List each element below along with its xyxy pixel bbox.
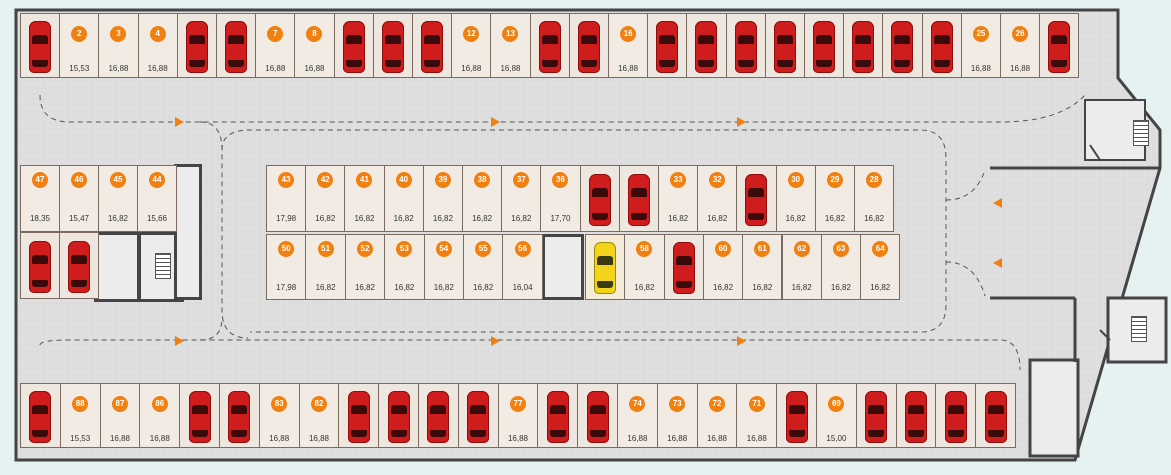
parking-spot-occupied[interactable] xyxy=(726,13,766,78)
spot-area-label: 16,88 xyxy=(746,434,767,443)
parking-spot-occupied[interactable] xyxy=(20,13,60,78)
spot-area-label: 16,88 xyxy=(500,64,521,73)
spot-number-badge: 41 xyxy=(356,172,372,188)
direction-arrow-icon xyxy=(737,117,746,127)
spot-area-label: 18,35 xyxy=(29,214,51,223)
parking-spot-69[interactable] xyxy=(816,383,857,448)
parking-spot-occupied[interactable] xyxy=(804,13,844,78)
car-icon xyxy=(578,21,600,73)
car-icon xyxy=(813,21,835,73)
parking-spot-occupied[interactable] xyxy=(418,383,459,448)
spot-number-badge: 16 xyxy=(620,26,636,42)
parking-spot-58[interactable] xyxy=(624,234,664,300)
spot-number-badge: 45 xyxy=(110,172,126,188)
spot-area-label: 16,82 xyxy=(315,283,336,292)
direction-arrow-icon xyxy=(737,336,746,346)
parking-spot-occupied[interactable] xyxy=(882,13,922,78)
direction-arrow-icon xyxy=(993,258,1002,268)
spot-area-label: 17,70 xyxy=(550,214,571,223)
parking-spot-83[interactable] xyxy=(259,383,300,448)
parking-spot-occupied[interactable] xyxy=(216,13,256,78)
parking-spot-occupied[interactable] xyxy=(664,234,704,300)
parking-spot-38[interactable] xyxy=(462,165,502,232)
parking-spot-41[interactable] xyxy=(344,165,384,232)
car-icon xyxy=(29,21,51,73)
spot-number-badge: 38 xyxy=(474,172,490,188)
car-icon xyxy=(189,391,211,443)
spot-area-label: 16,88 xyxy=(265,64,286,73)
car-icon xyxy=(735,21,757,73)
stairs-icon xyxy=(1133,120,1149,146)
parking-spot-88[interactable] xyxy=(60,383,101,448)
spot-number-badge: 37 xyxy=(513,172,529,188)
spot-number-badge: 47 xyxy=(32,172,48,188)
spot-number-badge: 58 xyxy=(636,241,652,257)
spot-area-label: 16,82 xyxy=(752,283,773,292)
spot-number-badge: 44 xyxy=(149,172,165,188)
direction-arrow-icon xyxy=(175,117,184,127)
parking-spot-occupied[interactable] xyxy=(619,165,659,232)
parking-spot-77[interactable] xyxy=(498,383,539,448)
parking-spot-51[interactable] xyxy=(305,234,345,300)
parking-spot-46[interactable] xyxy=(59,165,99,232)
spot-area-label: 16,88 xyxy=(1010,64,1031,73)
spot-number-badge: 42 xyxy=(317,172,333,188)
car-icon xyxy=(589,174,611,226)
parking-spot-73[interactable] xyxy=(657,383,698,448)
spot-number-badge: 51 xyxy=(318,241,334,257)
parking-spot-occupied[interactable] xyxy=(20,383,61,448)
parking-spot-86[interactable] xyxy=(139,383,180,448)
parking-spot-7[interactable] xyxy=(255,13,295,78)
parking-spot-61[interactable] xyxy=(742,234,782,300)
spot-area-label: 16,82 xyxy=(511,214,532,223)
parking-spot-occupied[interactable] xyxy=(569,13,609,78)
parking-spot-occupied[interactable] xyxy=(580,165,620,232)
spot-area-label: 16,88 xyxy=(149,434,170,443)
spot-number-badge: 77 xyxy=(510,396,526,412)
stairs-icon xyxy=(1131,316,1147,342)
car-icon xyxy=(891,21,913,73)
spot-number-badge: 53 xyxy=(396,241,412,257)
parking-spot-71[interactable] xyxy=(736,383,777,448)
spot-number-badge: 60 xyxy=(715,241,731,257)
parking-spot-50[interactable] xyxy=(266,234,306,300)
parking-spot-74[interactable] xyxy=(617,383,658,448)
parking-spot-56[interactable] xyxy=(502,234,542,300)
spot-number-badge: 54 xyxy=(436,241,452,257)
spot-area-label: 16,88 xyxy=(269,434,290,443)
direction-arrow-icon xyxy=(175,336,184,346)
spot-area-label: 16,88 xyxy=(147,64,168,73)
spot-area-label: 16,88 xyxy=(667,434,688,443)
parking-spot-occupied[interactable] xyxy=(179,383,220,448)
parking-spot-45[interactable] xyxy=(98,165,138,232)
spot-number-badge: 33 xyxy=(670,172,686,188)
spot-number-badge: 86 xyxy=(152,396,168,412)
selected-car-icon xyxy=(594,242,616,294)
spot-area-label: 16,88 xyxy=(308,434,329,443)
stairs-icon xyxy=(155,253,171,279)
spot-area-label: 16,88 xyxy=(461,64,482,73)
spot-area-label: 16,88 xyxy=(108,64,129,73)
spot-number-badge: 74 xyxy=(629,396,645,412)
car-icon xyxy=(931,21,953,73)
spot-number-badge: 69 xyxy=(828,396,844,412)
parking-spot-occupied[interactable] xyxy=(922,13,962,78)
parking-spot-occupied[interactable] xyxy=(338,383,379,448)
car-icon xyxy=(382,21,404,73)
spot-area-label: 16,82 xyxy=(354,283,375,292)
parking-spot-occupied[interactable] xyxy=(412,13,452,78)
direction-arrow-icon xyxy=(491,117,500,127)
car-icon xyxy=(186,21,208,73)
parking-spot-occupied[interactable] xyxy=(935,383,976,448)
car-icon xyxy=(427,391,449,443)
parking-spot-3[interactable] xyxy=(98,13,138,78)
spot-number-badge: 12 xyxy=(463,26,479,42)
spot-number-badge: 32 xyxy=(709,172,725,188)
parking-spot-occupied[interactable] xyxy=(219,383,260,448)
parking-spot-occupied[interactable] xyxy=(975,383,1016,448)
spot-number-badge: 28 xyxy=(866,172,882,188)
parking-spot-occupied[interactable] xyxy=(537,383,578,448)
spot-number-badge: 73 xyxy=(669,396,685,412)
parking-spot-52[interactable] xyxy=(345,234,385,300)
spot-area-label: 16,88 xyxy=(970,64,991,73)
spot-number-badge: 64 xyxy=(872,241,888,257)
spot-number-badge: 52 xyxy=(357,241,373,257)
spot-area-label: 16,82 xyxy=(432,214,453,223)
parking-spot-8[interactable] xyxy=(294,13,334,78)
parking-spot-occupied[interactable] xyxy=(1039,13,1079,78)
car-icon xyxy=(628,174,650,226)
spot-number-badge: 46 xyxy=(71,172,87,188)
car-icon xyxy=(905,391,927,443)
parking-spot-33[interactable] xyxy=(658,165,698,232)
parking-spot-29[interactable] xyxy=(815,165,855,232)
parking-spot-36[interactable] xyxy=(540,165,580,232)
spot-number-badge: 25 xyxy=(973,26,989,42)
car-icon xyxy=(68,241,90,293)
spot-area-label: 16,88 xyxy=(507,434,528,443)
parking-spot-occupied[interactable] xyxy=(776,383,817,448)
spot-number-badge: 40 xyxy=(396,172,412,188)
spot-area-label: 15,66 xyxy=(146,214,168,223)
spot-area-label: 15,47 xyxy=(68,214,90,223)
parking-spot-63[interactable] xyxy=(821,234,861,300)
car-icon xyxy=(29,391,51,443)
spot-number-badge: 50 xyxy=(278,241,294,257)
parking-spot-26[interactable] xyxy=(1000,13,1040,78)
spot-area-label: 16,82 xyxy=(354,214,375,223)
spot-number-badge: 13 xyxy=(502,26,518,42)
spot-number-badge: 82 xyxy=(311,396,327,412)
spot-area-label: 17,98 xyxy=(276,283,297,292)
spot-area-label: 15,53 xyxy=(69,64,90,73)
parking-spot-occupied[interactable] xyxy=(20,232,60,299)
spot-number-badge: 39 xyxy=(435,172,451,188)
parking-spot-occupied[interactable] xyxy=(334,13,374,78)
parking-spot-occupied[interactable] xyxy=(647,13,687,78)
car-icon xyxy=(695,21,717,73)
car-icon xyxy=(786,391,808,443)
car-icon xyxy=(348,391,370,443)
spot-number-badge: 29 xyxy=(827,172,843,188)
parking-spot-2[interactable] xyxy=(59,13,99,78)
car-icon xyxy=(865,391,887,443)
utility-room xyxy=(94,232,140,302)
car-icon xyxy=(343,21,365,73)
spot-area-label: 15,53 xyxy=(70,434,91,443)
spot-area-label: 15,00 xyxy=(826,434,847,443)
parking-spot-selected[interactable] xyxy=(585,234,625,300)
parking-spot-42[interactable] xyxy=(305,165,345,232)
car-icon xyxy=(1048,21,1070,73)
parking-spot-28[interactable] xyxy=(854,165,894,232)
parking-spot-occupied[interactable] xyxy=(458,383,499,448)
car-icon xyxy=(852,21,874,73)
spot-number-badge: 43 xyxy=(278,172,294,188)
spot-area-label: 16,82 xyxy=(394,283,415,292)
parking-spot-62[interactable] xyxy=(782,234,822,300)
spot-area-label: 16,82 xyxy=(830,283,851,292)
parking-spot-43[interactable] xyxy=(266,165,306,232)
parking-spot-39[interactable] xyxy=(423,165,463,232)
car-icon xyxy=(587,391,609,443)
car-icon xyxy=(673,242,695,294)
spot-number-badge: 26 xyxy=(1012,26,1028,42)
parking-spot-30[interactable] xyxy=(776,165,816,232)
spot-area-label: 16,82 xyxy=(864,214,885,223)
spot-number-badge: 56 xyxy=(515,241,531,257)
parking-spot-55[interactable] xyxy=(463,234,503,300)
direction-arrow-icon xyxy=(491,336,500,346)
car-icon xyxy=(745,174,767,226)
spot-area-label: 16,82 xyxy=(473,283,494,292)
parking-spot-82[interactable] xyxy=(299,383,340,448)
spot-number-badge: 88 xyxy=(72,396,88,412)
parking-spot-54[interactable] xyxy=(424,234,464,300)
parking-spot-25[interactable] xyxy=(961,13,1001,78)
spot-area-label: 16,82 xyxy=(870,283,891,292)
spot-number-badge: 62 xyxy=(794,241,810,257)
parking-spot-16[interactable] xyxy=(608,13,648,78)
spot-number-badge: 61 xyxy=(754,241,770,257)
parking-spot-47[interactable] xyxy=(20,165,60,232)
spot-area-label: 16,82 xyxy=(785,214,806,223)
spot-area-label: 16,88 xyxy=(706,434,727,443)
spot-area-label: 16,82 xyxy=(107,214,129,223)
parking-spot-occupied[interactable] xyxy=(378,383,419,448)
parking-spot-13[interactable] xyxy=(490,13,530,78)
spot-number-badge: 87 xyxy=(112,396,128,412)
spot-area-label: 16,82 xyxy=(433,283,454,292)
car-icon xyxy=(225,21,247,73)
parking-spot-occupied[interactable] xyxy=(577,383,618,448)
parking-spot-occupied[interactable] xyxy=(59,232,99,299)
car-icon xyxy=(388,391,410,443)
car-icon xyxy=(539,21,561,73)
parking-spot-37[interactable] xyxy=(501,165,541,232)
spot-area-label: 16,82 xyxy=(393,214,414,223)
spot-area-label: 16,82 xyxy=(315,214,336,223)
spot-number-badge: 30 xyxy=(788,172,804,188)
parking-spot-occupied[interactable] xyxy=(736,165,776,232)
spot-number-badge: 8 xyxy=(306,26,322,42)
spot-number-badge: 55 xyxy=(475,241,491,257)
car-icon xyxy=(985,391,1007,443)
spot-area-label: 16,88 xyxy=(304,64,325,73)
parking-spot-53[interactable] xyxy=(384,234,424,300)
parking-spot-occupied[interactable] xyxy=(765,13,805,78)
spot-number-badge: 7 xyxy=(267,26,283,42)
spot-area-label: 16,82 xyxy=(472,214,493,223)
parking-spot-64[interactable] xyxy=(860,234,900,300)
spot-number-badge: 63 xyxy=(833,241,849,257)
spot-area-label: 16,82 xyxy=(707,214,728,223)
parking-spot-72[interactable] xyxy=(697,383,738,448)
car-icon xyxy=(228,391,250,443)
spot-number-badge: 2 xyxy=(71,26,87,42)
parking-spot-occupied[interactable] xyxy=(856,383,897,448)
car-icon xyxy=(547,391,569,443)
spot-area-label: 16,04 xyxy=(512,283,533,292)
spot-number-badge: 3 xyxy=(110,26,126,42)
car-icon xyxy=(945,391,967,443)
spot-area-label: 16,82 xyxy=(634,283,655,292)
parking-spot-occupied[interactable] xyxy=(530,13,570,78)
parking-spot-occupied[interactable] xyxy=(896,383,937,448)
spot-number-badge: 71 xyxy=(749,396,765,412)
direction-arrow-icon xyxy=(993,198,1002,208)
parking-spot-44[interactable] xyxy=(137,165,177,232)
car-icon xyxy=(29,241,51,293)
center-utility-room xyxy=(542,234,584,300)
parking-spot-occupied[interactable] xyxy=(177,13,217,78)
parking-spot-occupied[interactable] xyxy=(843,13,883,78)
car-icon xyxy=(656,21,678,73)
spot-area-label: 16,88 xyxy=(109,434,130,443)
parking-spot-40[interactable] xyxy=(384,165,424,232)
spot-number-badge: 72 xyxy=(709,396,725,412)
parking-spot-60[interactable] xyxy=(703,234,743,300)
parking-spot-4[interactable] xyxy=(138,13,178,78)
spot-area-label: 16,82 xyxy=(791,283,812,292)
parking-spot-12[interactable] xyxy=(451,13,491,78)
spot-area-label: 16,88 xyxy=(618,64,639,73)
parking-spot-occupied[interactable] xyxy=(373,13,413,78)
parking-spot-occupied[interactable] xyxy=(686,13,726,78)
car-icon xyxy=(774,21,796,73)
spot-area-label: 16,82 xyxy=(824,214,845,223)
wall-block xyxy=(174,164,202,300)
spot-number-badge: 83 xyxy=(271,396,287,412)
parking-spot-32[interactable] xyxy=(697,165,737,232)
parking-spot-87[interactable] xyxy=(100,383,141,448)
spot-area-label: 16,88 xyxy=(627,434,648,443)
car-icon xyxy=(467,391,489,443)
spot-area-label: 16,82 xyxy=(713,283,734,292)
spot-area-label: 16,82 xyxy=(668,214,689,223)
spot-number-badge: 36 xyxy=(552,172,568,188)
car-icon xyxy=(421,21,443,73)
spot-number-badge: 4 xyxy=(150,26,166,42)
spot-area-label: 17,98 xyxy=(276,214,297,223)
